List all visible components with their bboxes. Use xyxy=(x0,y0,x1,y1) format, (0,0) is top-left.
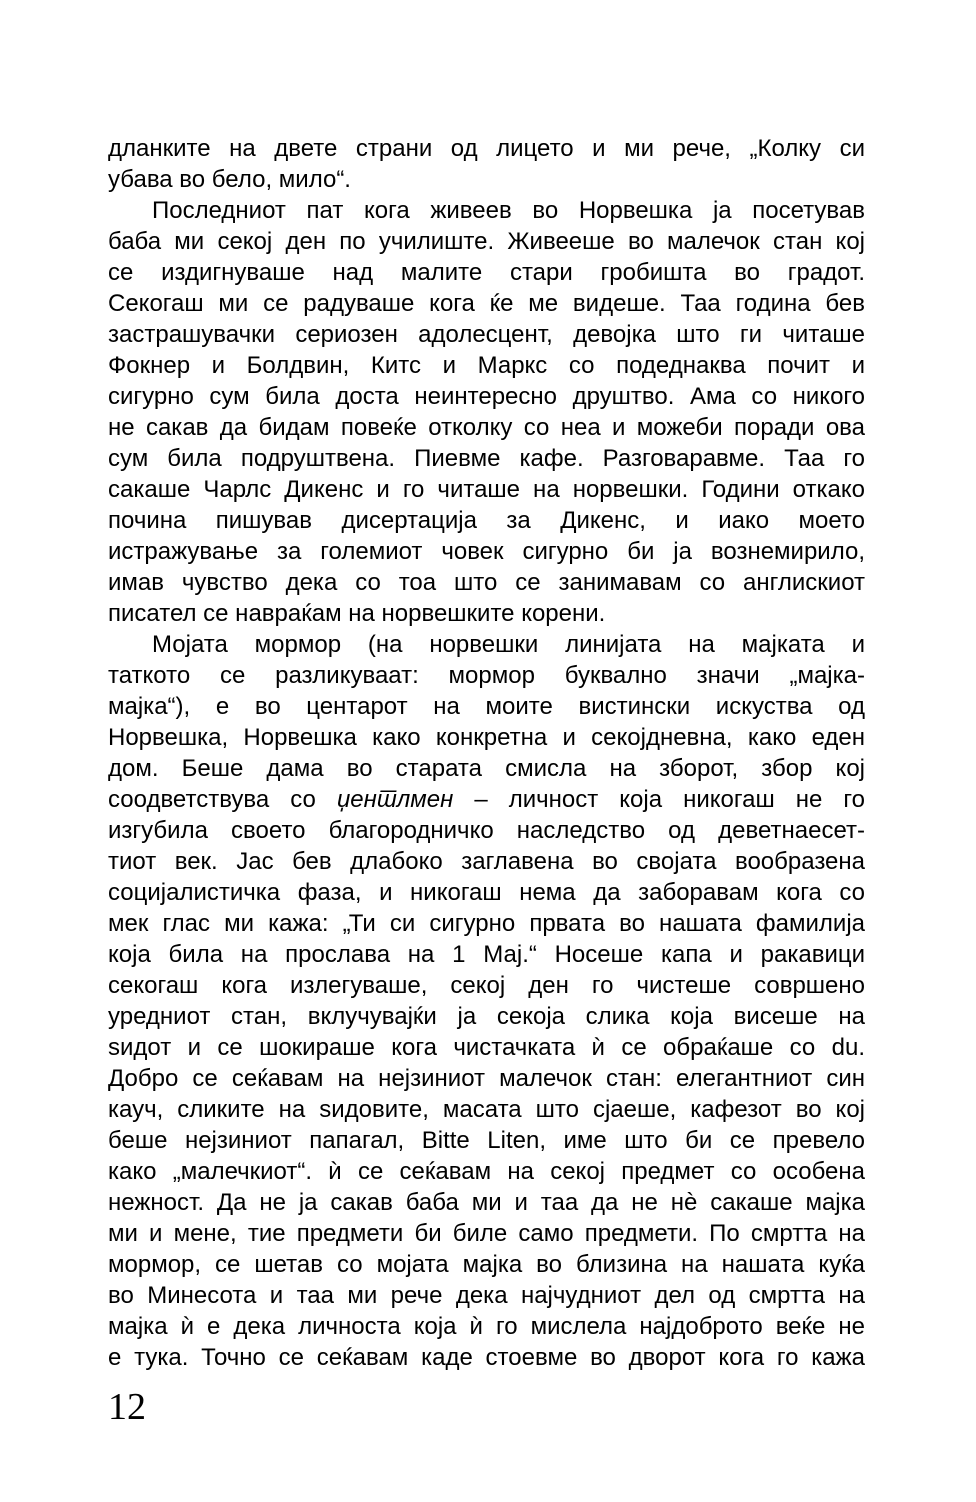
text-line xyxy=(108,195,865,226)
text-segment: почина пишував дисертација за Дикенс, и иако моето xyxy=(108,507,865,534)
text-line xyxy=(108,660,865,691)
text-line xyxy=(108,784,865,815)
text-segment: дланките на двете страни од лицето и ми рече, „Колку си xyxy=(108,135,865,162)
page-text-block xyxy=(108,133,865,1373)
text-line xyxy=(108,970,865,1001)
text-segment: истражување за големиот човек сигурно би ја вознемирило, xyxy=(108,538,865,565)
text-line xyxy=(108,1125,865,1156)
text-line xyxy=(108,722,865,753)
text-segment: се издигнуваше над малите стари гробишта во градот. xyxy=(108,259,865,286)
text-line xyxy=(108,412,865,443)
text-segment: дом. Беше дама во старата смисла на зборот, збор кој xyxy=(108,755,865,782)
text-segment: Последниот пат кога живеев во Норвешка ја посетував xyxy=(152,197,865,224)
text-segment: во Минесота и таа ми рече дека најчудниот дел од смртта на xyxy=(108,1282,865,1309)
text-line xyxy=(108,939,865,970)
text-segment: тиот век. Јас бев длабоко заглавена во својата вообразена xyxy=(108,848,865,875)
text-segment: е тука. Точно се сеќавам каде стоевме во дворот кога го кажа xyxy=(108,1344,865,1371)
text-segment: мек глас ми кажа: „Ти си сигурно првата во нашата фамилија xyxy=(108,910,865,937)
text-line xyxy=(108,257,865,288)
text-line xyxy=(108,133,865,164)
text-segment: – личност која никогаш не го xyxy=(453,786,865,813)
text-segment: Добро се сеќавам на нејзиниот малечок стан: елегантниот син xyxy=(108,1065,865,1092)
text-line xyxy=(108,846,865,877)
text-segment: како „малечкиот“. ѝ се сеќавам на секој предмет со особена xyxy=(108,1158,865,1185)
text-segment: беше нејзиниот папагал, Bitte Liten, име што би се превело xyxy=(108,1127,865,1154)
text-segment: Мојата мормор (на норвешки линијата на мајката и xyxy=(152,631,865,658)
text-segment: Норвешка, Норвешка како конкретна и секојдневна, како еден xyxy=(108,724,865,751)
text-line xyxy=(108,1280,865,1311)
text-segment: мормор, се шетав со мојата мајка во близина на нашата куќа xyxy=(108,1251,865,1278)
text-segment: уредниот стан, вклучувајќи ја секоја слика која висеше на xyxy=(108,1003,865,1030)
text-segment: Секогаш ми се радуваше кога ќе ме видеше. Таа година бев xyxy=(108,290,865,317)
text-segment: не сакав да бидам повеќе отколку со неа и можеби поради ова xyxy=(108,414,865,441)
text-segment: баба ми секој ден по училиште. Живееше во малечок стан кој xyxy=(108,228,865,255)
text-line xyxy=(108,1001,865,1032)
text-line xyxy=(108,226,865,257)
text-line xyxy=(108,1032,865,1063)
text-segment: секогаш кога излегуваше, секој ден го чистеше совршено xyxy=(108,972,865,999)
text-line xyxy=(108,1249,865,1280)
text-segment: ми и мене, тие предмети би биле само предмети. По смртта на xyxy=(108,1220,865,1247)
text-line xyxy=(108,1311,865,1342)
text-line xyxy=(108,319,865,350)
text-line xyxy=(108,629,865,660)
text-line xyxy=(108,598,865,629)
text-segment: сум била подруштвена. Пиевме кафе. Разговаравме. Таа го xyxy=(108,445,865,472)
text-line xyxy=(108,288,865,319)
text-line xyxy=(108,1063,865,1094)
text-line xyxy=(108,877,865,908)
text-segment: застрашувачки сериозен адолесцент, девојка што ги читаше xyxy=(108,321,865,348)
text-segment: убава во бело, мило“. xyxy=(108,166,351,193)
text-segment: ѕидот и се шокираше кога чистачката ѝ се обраќаше со du. xyxy=(108,1034,865,1061)
text-line xyxy=(108,908,865,939)
text-line xyxy=(108,1094,865,1125)
text-line xyxy=(108,1156,865,1187)
text-segment: сигурно сум била доста неинтересно друштво. Ама со никого xyxy=(108,383,865,410)
text-line xyxy=(108,381,865,412)
text-line xyxy=(108,164,865,195)
text-line xyxy=(108,567,865,598)
text-segment: писател се навраќам на норвешките корени. xyxy=(108,600,606,627)
text-line xyxy=(108,753,865,784)
text-line xyxy=(108,691,865,722)
text-line xyxy=(108,350,865,381)
text-segment: кауч, сликите на ѕидовите, масата што сјаеше, кафезот во кој xyxy=(108,1096,865,1123)
text-segment: имав чувство дека со тоа што се занимавам со англискиот xyxy=(108,569,865,596)
text-segment: мајка“), е во центарот на моите вистински искуства од xyxy=(108,693,865,720)
page-number: 12 xyxy=(108,1386,146,1428)
text-segment: нежност. Да не ја сакав баба ми и таа да не нѐ сакаше мајка xyxy=(108,1189,865,1216)
paragraph xyxy=(108,195,865,629)
text-line xyxy=(108,1187,865,1218)
text-segment: сакаше Чарлс Дикенс и го читаше на норвешки. Години откако xyxy=(108,476,865,503)
text-line xyxy=(108,815,865,846)
text-segment: мајка ѝ е дека личноста која ѝ го мислела најдоброто веќе не xyxy=(108,1313,865,1340)
text-line xyxy=(108,1218,865,1249)
text-segment: соодветствува со xyxy=(108,786,337,813)
text-segment: социјалистичка фаза, и никогаш нема да заборавам кога со xyxy=(108,879,865,906)
text-segment: изгубила своето благородничко наследство од деветнаесет- xyxy=(108,817,865,844)
italic-text-segment: џентлмен xyxy=(336,786,454,813)
text-line xyxy=(108,1342,865,1373)
text-line xyxy=(108,474,865,505)
text-line xyxy=(108,505,865,536)
paragraph xyxy=(108,133,865,195)
text-line xyxy=(108,536,865,567)
text-line xyxy=(108,443,865,474)
text-segment: која била на прослава на 1 Мај.“ Носеше капа и ракавици xyxy=(108,941,865,968)
paragraph xyxy=(108,629,865,1373)
text-segment: Фокнер и Болдвин, Китс и Маркс со подеднаква почит и xyxy=(108,352,865,379)
text-segment: таткото се разликуваат: мормор буквално значи „мајка- xyxy=(108,662,865,689)
